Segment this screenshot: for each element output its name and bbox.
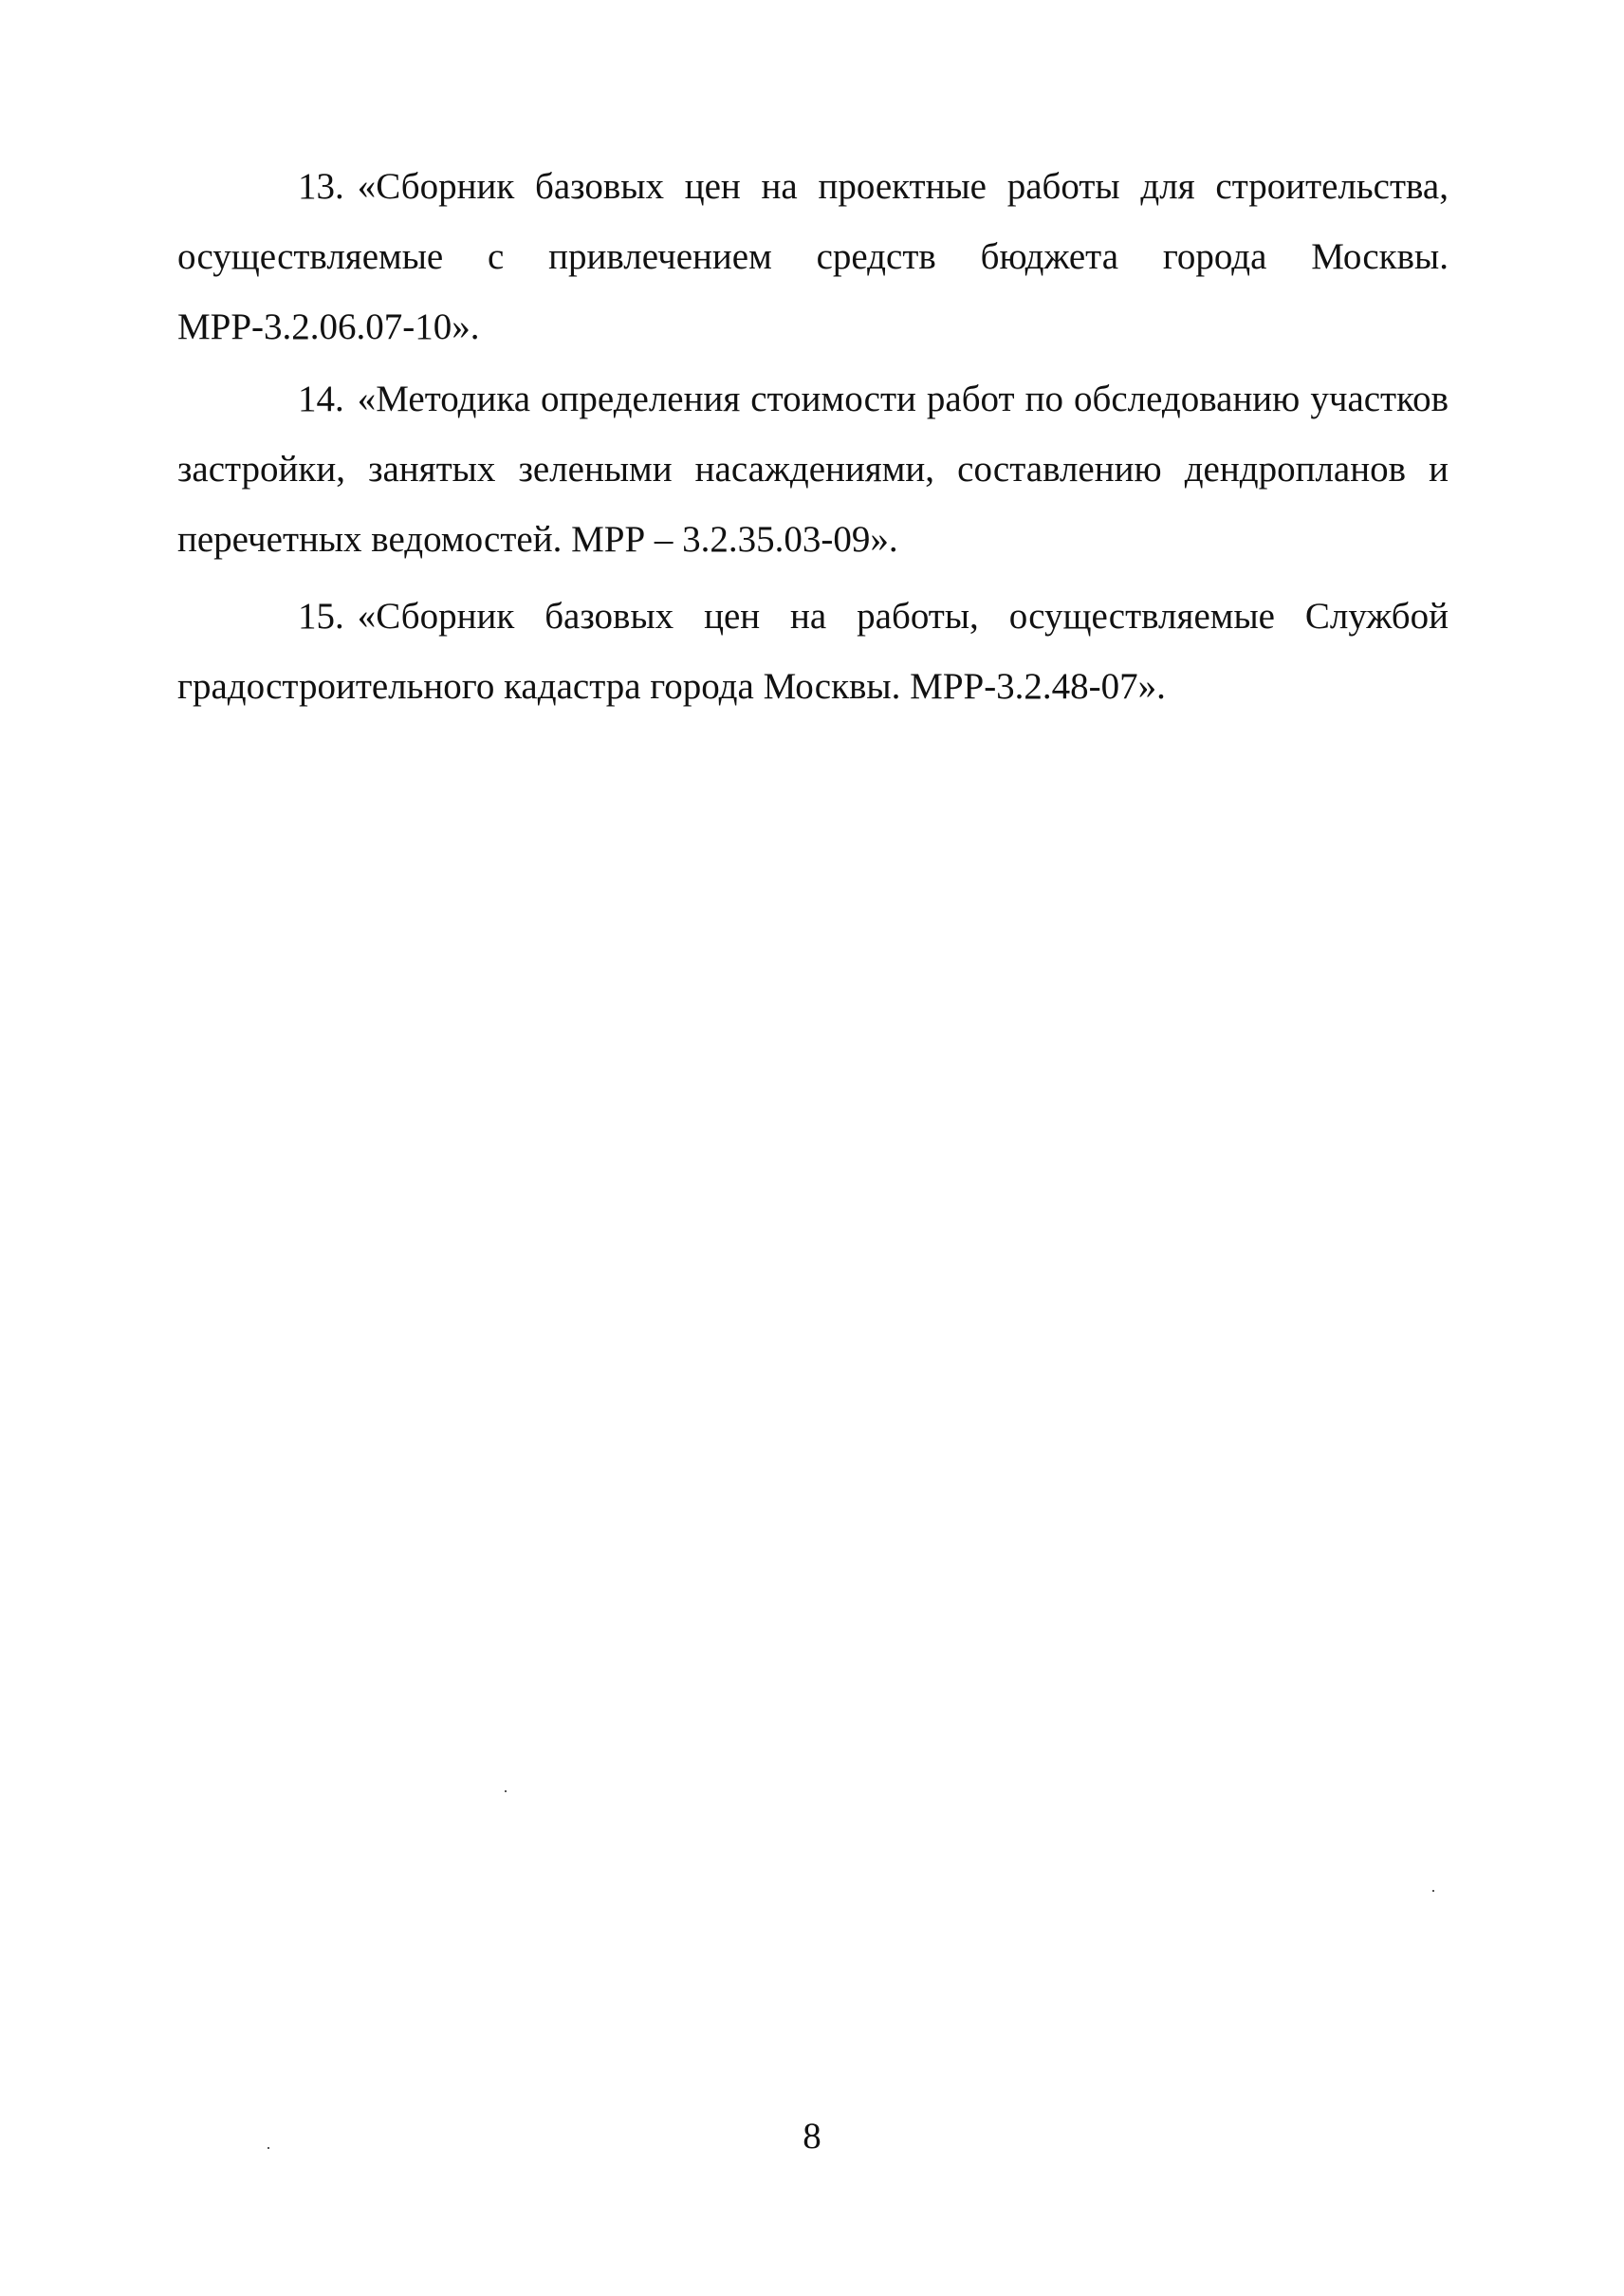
item-number: 13. <box>298 166 344 207</box>
item-text: «Сборник базовых цен на работы, осуществляемые Службой градостроительного кадастра города Москвы. МРР-3.2.48-07». <box>177 596 1449 707</box>
scan-speck <box>1432 1890 1434 1892</box>
scan-speck <box>505 1790 507 1792</box>
item-number: 15. <box>298 596 344 637</box>
list-item <box>177 152 1449 362</box>
list-item <box>177 582 1449 722</box>
page-number: 8 <box>803 2116 821 2157</box>
item-number: 14. <box>298 379 344 419</box>
scan-speck <box>268 2147 269 2149</box>
list-item <box>177 364 1449 575</box>
item-text: «Сборник базовых цен на проектные работы для строительства, осуществляемые с привлечением средств бюджета города Москвы. МРР-3.2.06.07-10». <box>177 166 1449 347</box>
item-text: «Методика определения стоимости работ по обследованию участков застройки, занятых зелеными насаждениями, составлению дендропланов и перечетных ведомостей. МРР – 3.2.35.03-09». <box>177 379 1449 560</box>
